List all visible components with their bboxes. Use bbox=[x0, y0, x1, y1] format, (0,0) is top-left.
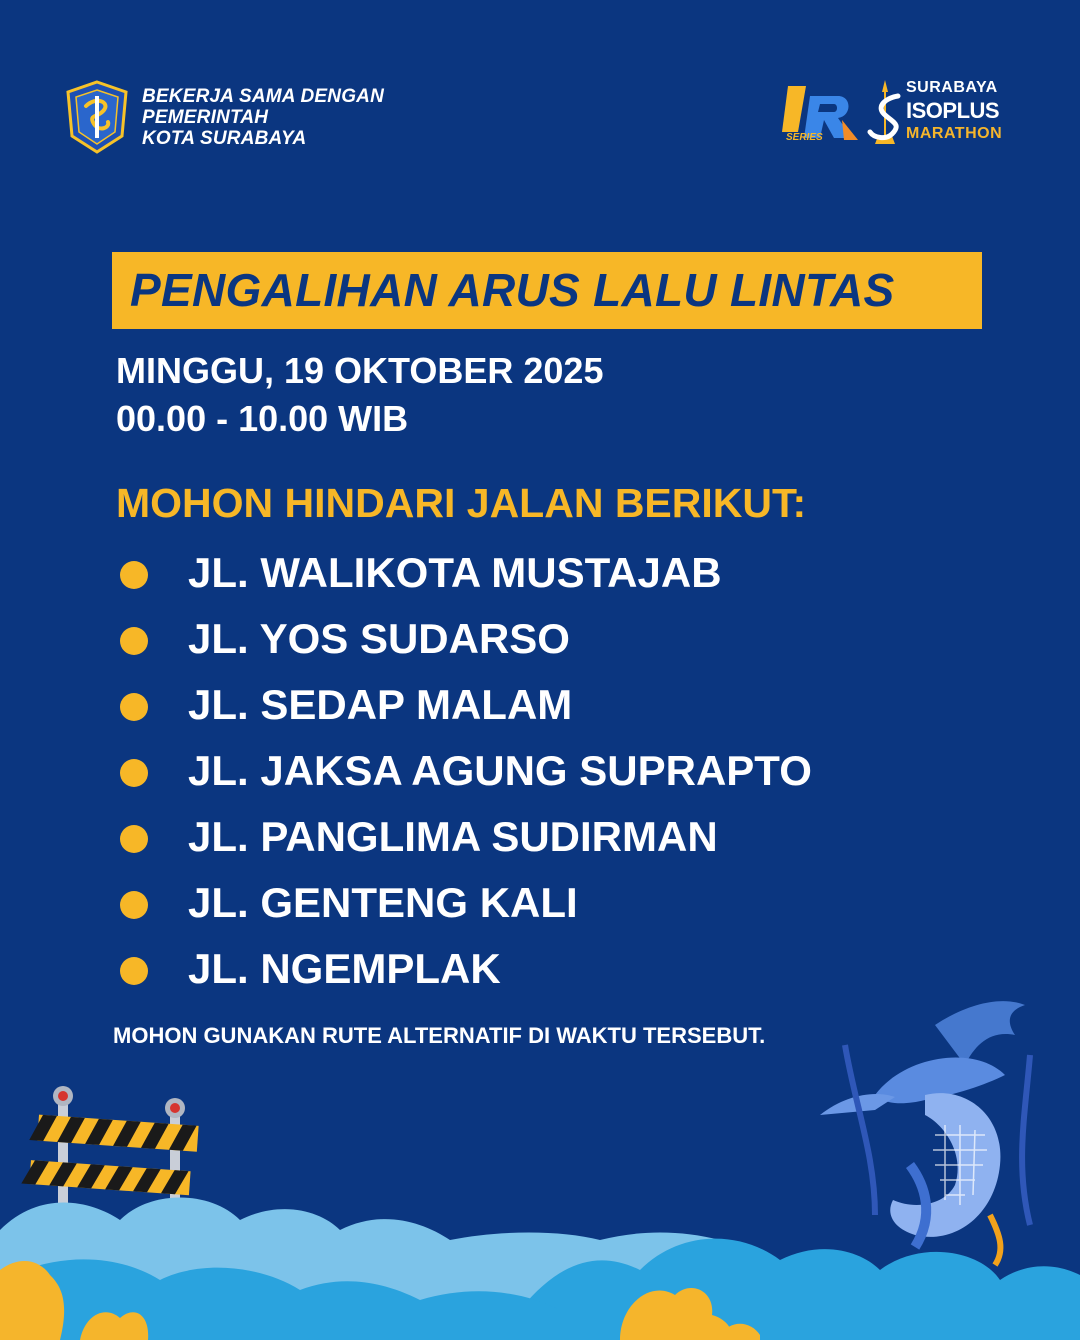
bullet-icon bbox=[120, 693, 148, 721]
government-partnership-text bbox=[142, 86, 442, 149]
bullet-icon bbox=[120, 825, 148, 853]
bullet-icon bbox=[120, 627, 148, 655]
ir-series-logo bbox=[780, 82, 862, 144]
title-banner bbox=[112, 252, 982, 329]
surabaya-city-emblem-icon bbox=[66, 80, 128, 154]
road-name: JL. YOS SUDARSO bbox=[188, 615, 570, 662]
cloud-wave-icon bbox=[0, 1080, 1080, 1340]
road-name: JL. WALIKOTA MUSTAJAB bbox=[188, 549, 722, 596]
avoid-roads-heading: MOHON HINDARI JALAN BERIKUT: bbox=[116, 480, 807, 526]
page-title: PENGALIHAN ARUS LALU LINTAS bbox=[130, 264, 895, 316]
gov-line-3: KOTA SURABAYA bbox=[142, 128, 307, 149]
race-name bbox=[906, 78, 1026, 143]
road-name: JL. GENTENG KALI bbox=[188, 879, 578, 926]
alternative-route-note: MOHON GUNAKAN RUTE ALTERNATIF DI WAKTU TERSEBUT. bbox=[113, 1023, 766, 1048]
bullet-icon bbox=[120, 957, 148, 985]
event-date: MINGGU, 19 OKTOBER 2025 bbox=[116, 350, 604, 391]
gov-line-1: BEKERJA SAMA DENGAN bbox=[142, 86, 385, 107]
race-sponsor: ISOPLUS bbox=[906, 98, 1000, 123]
road-name: JL. PANGLIMA SUDIRMAN bbox=[188, 813, 718, 860]
road-name: JL. NGEMPLAK bbox=[188, 945, 501, 992]
ir-series-label: SERIES bbox=[786, 132, 823, 143]
bullet-icon bbox=[120, 891, 148, 919]
race-type: MARATHON bbox=[906, 125, 1003, 142]
road-name: JL. SEDAP MALAM bbox=[188, 681, 573, 728]
bullet-icon bbox=[120, 561, 148, 589]
bullet-icon bbox=[120, 759, 148, 787]
event-time: 00.00 - 10.00 WIB bbox=[116, 398, 409, 439]
race-city: SURABAYA bbox=[906, 79, 998, 96]
gov-line-2: PEMERINTAH bbox=[142, 107, 269, 128]
monument-logo-icon bbox=[862, 80, 908, 146]
road-name: JL. JAKSA AGUNG SUPRAPTO bbox=[188, 747, 812, 794]
